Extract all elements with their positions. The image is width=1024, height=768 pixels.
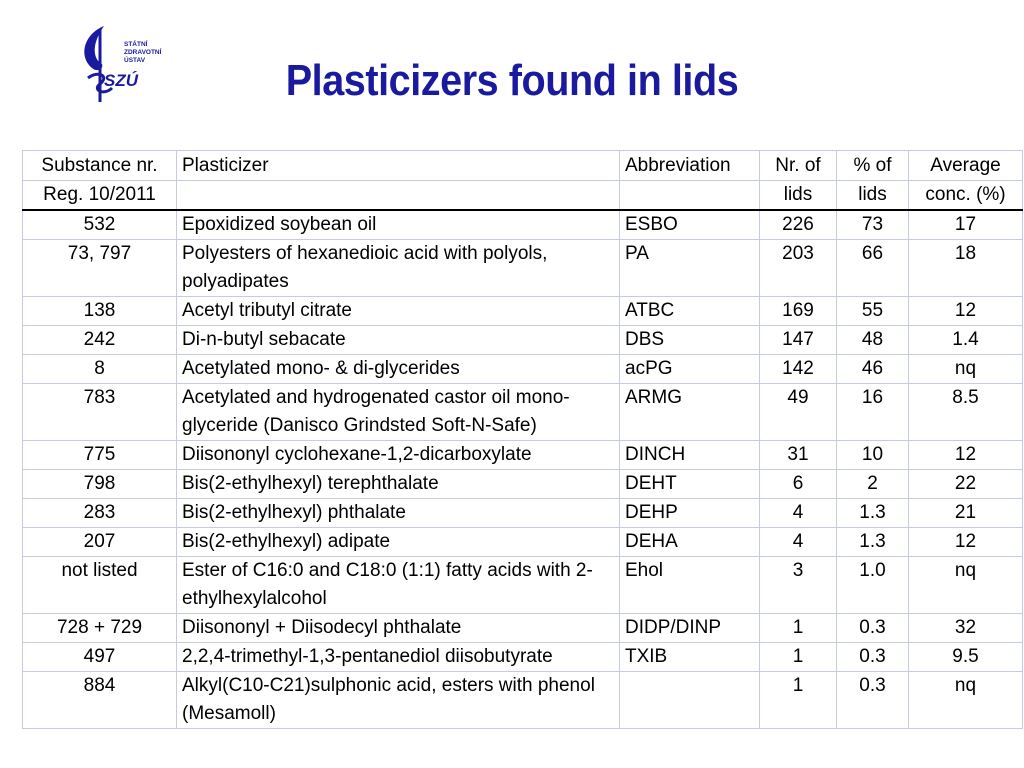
nr-of-lids-cell: 226	[760, 210, 837, 240]
substance-nr-cell: 73, 797	[23, 240, 177, 297]
substance-nr-cell: 532	[23, 210, 177, 240]
average-conc-cell: 17	[909, 210, 1023, 240]
average-conc-cell: nq	[909, 557, 1023, 614]
table-row	[23, 672, 1023, 729]
substance-nr-cell: 207	[23, 528, 177, 557]
average-conc-cell: 12	[909, 297, 1023, 326]
col-subheader-lids: lids	[760, 181, 837, 211]
percent-of-lids-cell: 1.0	[837, 557, 909, 614]
plasticizer-cell: Acetylated mono- & di-glycerides	[177, 355, 620, 384]
col-header-percent-of-lids: % of	[837, 151, 909, 181]
table-row	[23, 557, 1023, 614]
col-subheader-reg: Reg. 10/2011	[23, 181, 177, 211]
plasticizer-cell: Bis(2-ethylhexyl) terephthalate	[177, 470, 620, 499]
percent-of-lids-cell: 55	[837, 297, 909, 326]
percent-of-lids-cell: 48	[837, 326, 909, 355]
plasticizer-cell: Acetylated and hydrogenated castor oil mono-glyceride (Danisco Grindsted Soft-N-Safe)	[177, 384, 620, 441]
abbreviation-cell	[620, 672, 760, 729]
col-header-abbreviation: Abbreviation	[620, 151, 760, 181]
average-conc-cell: 1.4	[909, 326, 1023, 355]
plasticizer-cell: 2,2,4-trimethyl-1,3-pentanediol diisobutyrate	[177, 643, 620, 672]
plasticizer-cell: Bis(2-ethylhexyl) adipate	[177, 528, 620, 557]
header-row	[23, 151, 1023, 181]
col-subheader-empty	[177, 181, 620, 211]
plasticizer-cell: Bis(2-ethylhexyl) phthalate	[177, 499, 620, 528]
nr-of-lids-cell: 169	[760, 297, 837, 326]
table-row	[23, 297, 1023, 326]
percent-of-lids-cell: 1.3	[837, 499, 909, 528]
abbreviation-cell: ESBO	[620, 210, 760, 240]
logo-line-3: ÚSTAV	[124, 57, 146, 64]
table-row	[23, 528, 1023, 557]
abbreviation-cell: TXIB	[620, 643, 760, 672]
substance-nr-cell: 884	[23, 672, 177, 729]
percent-of-lids-cell: 2	[837, 470, 909, 499]
nr-of-lids-cell: 1	[760, 672, 837, 729]
percent-of-lids-cell: 66	[837, 240, 909, 297]
nr-of-lids-cell: 4	[760, 528, 837, 557]
nr-of-lids-cell: 31	[760, 441, 837, 470]
abbreviation-cell: DEHT	[620, 470, 760, 499]
logo-mark: SZÚ	[104, 71, 138, 90]
col-header-nr-of-lids: Nr. of	[760, 151, 837, 181]
table-row	[23, 326, 1023, 355]
plasticizer-cell: Acetyl tributyl citrate	[177, 297, 620, 326]
abbreviation-cell: ATBC	[620, 297, 760, 326]
average-conc-cell: 21	[909, 499, 1023, 528]
table-row	[23, 470, 1023, 499]
percent-of-lids-cell: 16	[837, 384, 909, 441]
col-subheader-empty	[620, 181, 760, 211]
percent-of-lids-cell: 10	[837, 441, 909, 470]
average-conc-cell: 12	[909, 528, 1023, 557]
average-conc-cell: 32	[909, 614, 1023, 643]
plasticizer-cell: Ester of C16:0 and C18:0 (1:1) fatty acids with 2-ethylhexylalcohol	[177, 557, 620, 614]
nr-of-lids-cell: 49	[760, 384, 837, 441]
percent-of-lids-cell: 46	[837, 355, 909, 384]
nr-of-lids-cell: 3	[760, 557, 837, 614]
nr-of-lids-cell: 203	[760, 240, 837, 297]
logo-line-2: ZDRAVOTNÍ	[124, 49, 162, 56]
average-conc-cell: 8.5	[909, 384, 1023, 441]
percent-of-lids-cell: 1.3	[837, 528, 909, 557]
table-row	[23, 499, 1023, 528]
table-row	[23, 441, 1023, 470]
nr-of-lids-cell: 6	[760, 470, 837, 499]
table-row	[23, 240, 1023, 297]
percent-of-lids-cell: 0.3	[837, 643, 909, 672]
header-row-2	[23, 181, 1023, 211]
plasticizer-cell: Diisononyl cyclohexane-1,2-dicarboxylate	[177, 441, 620, 470]
col-header-average-conc: Average	[909, 151, 1023, 181]
col-subheader-lids: lids	[837, 181, 909, 211]
plasticizer-cell: Di-n-butyl sebacate	[177, 326, 620, 355]
abbreviation-cell: DIDP/DINP	[620, 614, 760, 643]
abbreviation-cell: DEHP	[620, 499, 760, 528]
nr-of-lids-cell: 147	[760, 326, 837, 355]
abbreviation-cell: ARMG	[620, 384, 760, 441]
col-header-substance-nr: Substance nr.	[23, 151, 177, 181]
percent-of-lids-cell: 73	[837, 210, 909, 240]
logo-line-1: STÁTNÍ	[124, 41, 148, 48]
average-conc-cell: 9.5	[909, 643, 1023, 672]
nr-of-lids-cell: 1	[760, 614, 837, 643]
substance-nr-cell: 242	[23, 326, 177, 355]
abbreviation-cell: Ehol	[620, 557, 760, 614]
plasticizers-table	[22, 150, 1023, 729]
substance-nr-cell: not listed	[23, 557, 177, 614]
table-row	[23, 210, 1023, 240]
average-conc-cell: nq	[909, 672, 1023, 729]
substance-nr-cell: 775	[23, 441, 177, 470]
table-row	[23, 355, 1023, 384]
nr-of-lids-cell: 4	[760, 499, 837, 528]
abbreviation-cell: DEHA	[620, 528, 760, 557]
abbreviation-cell: DBS	[620, 326, 760, 355]
plasticizer-cell: Diisononyl + Diisodecyl phthalate	[177, 614, 620, 643]
nr-of-lids-cell: 1	[760, 643, 837, 672]
abbreviation-cell: acPG	[620, 355, 760, 384]
substance-nr-cell: 138	[23, 297, 177, 326]
nr-of-lids-cell: 142	[760, 355, 837, 384]
table-row	[23, 384, 1023, 441]
average-conc-cell: 18	[909, 240, 1023, 297]
percent-of-lids-cell: 0.3	[837, 672, 909, 729]
col-header-plasticizer: Plasticizer	[177, 151, 620, 181]
table-body	[23, 210, 1023, 729]
average-conc-cell: nq	[909, 355, 1023, 384]
plasticizer-cell: Alkyl(C10-C21)sulphonic acid, esters with phenol (Mesamoll)	[177, 672, 620, 729]
plasticizer-cell: Epoxidized soybean oil	[177, 210, 620, 240]
substance-nr-cell: 8	[23, 355, 177, 384]
abbreviation-cell: PA	[620, 240, 760, 297]
table-row	[23, 643, 1023, 672]
average-conc-cell: 12	[909, 441, 1023, 470]
substance-nr-cell: 783	[23, 384, 177, 441]
substance-nr-cell: 728 + 729	[23, 614, 177, 643]
abbreviation-cell: DINCH	[620, 441, 760, 470]
percent-of-lids-cell: 0.3	[837, 614, 909, 643]
substance-nr-cell: 798	[23, 470, 177, 499]
substance-nr-cell: 497	[23, 643, 177, 672]
table-row	[23, 614, 1023, 643]
substance-nr-cell: 283	[23, 499, 177, 528]
page-title: Plasticizers found in lids	[285, 56, 739, 105]
average-conc-cell: 22	[909, 470, 1023, 499]
plasticizer-cell: Polyesters of hexanedioic acid with polyols, polyadipates	[177, 240, 620, 297]
col-subheader-conc: conc. (%)	[909, 181, 1023, 211]
